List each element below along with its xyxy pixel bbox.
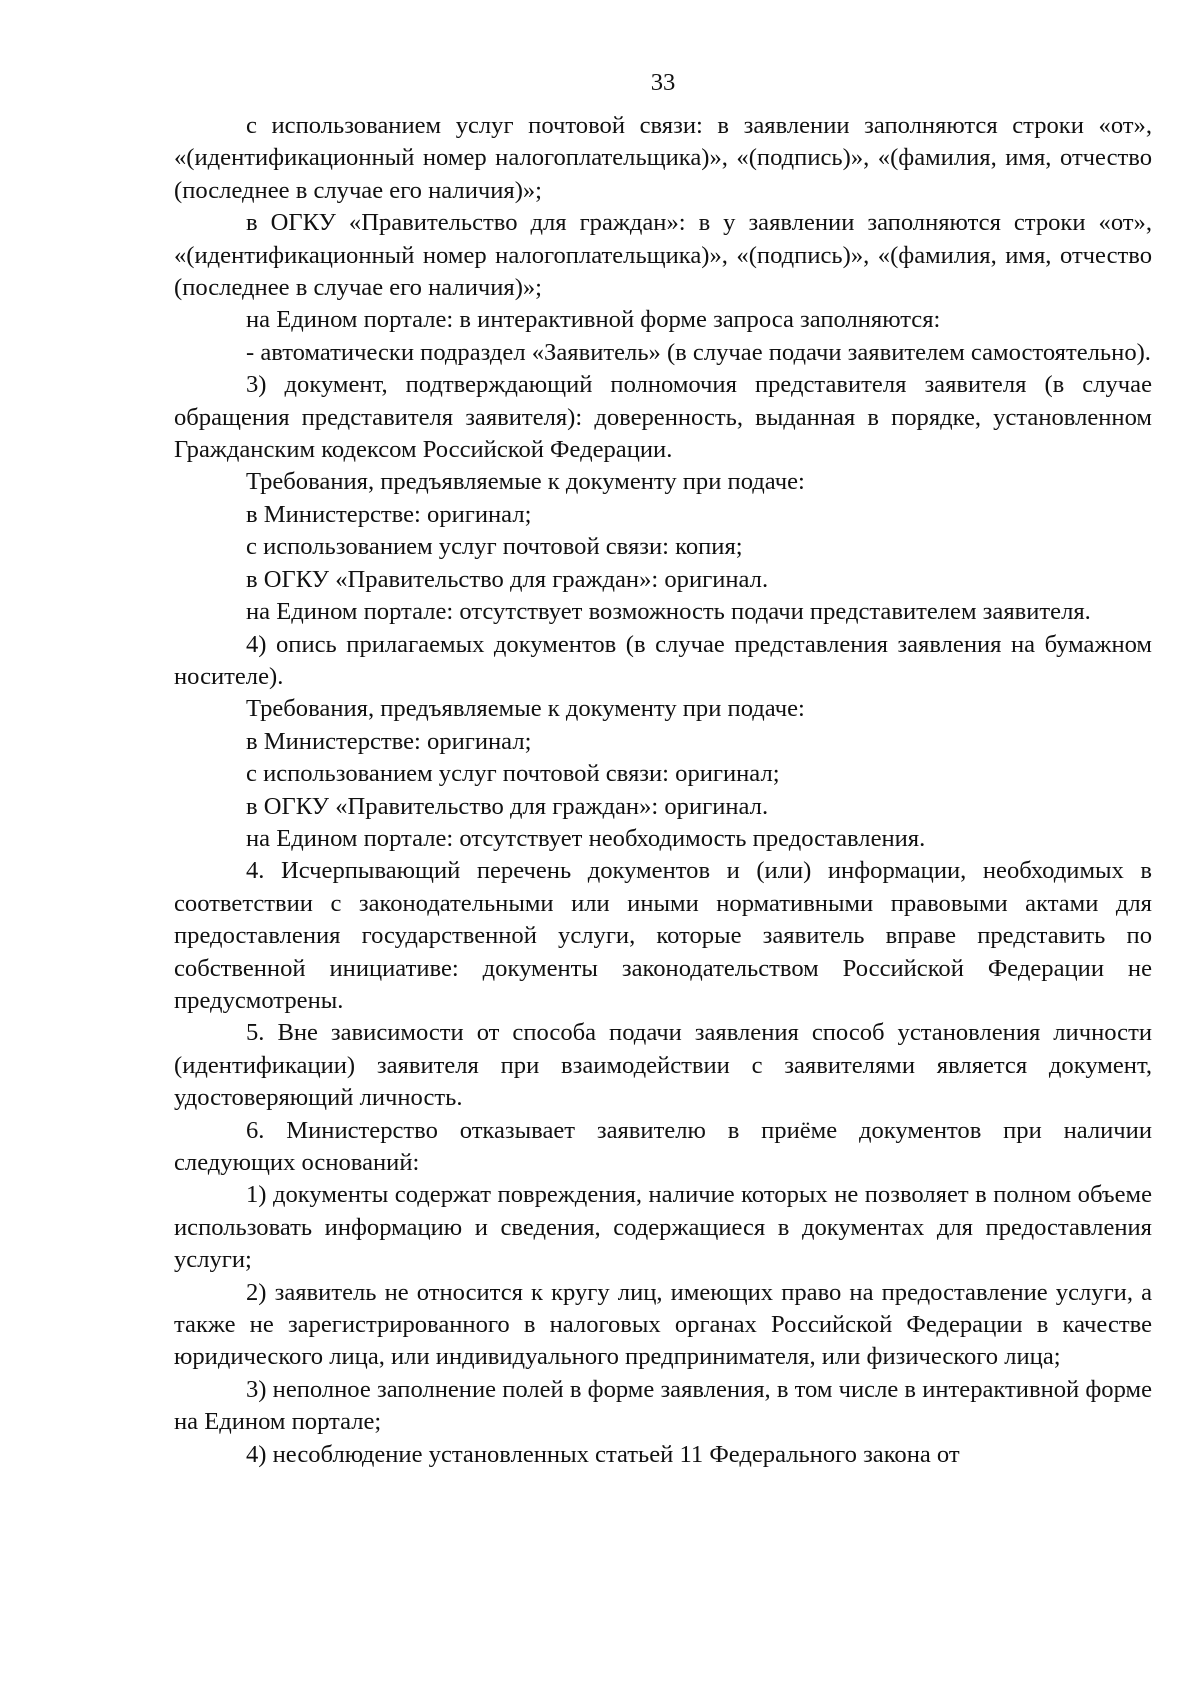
paragraph-ministry-original-1: в Министерстве: оригинал;	[246, 500, 532, 528]
paragraph-ministry-original-2: в Министерстве: оригинал;	[246, 727, 532, 755]
paragraph-refusal-3-incomplete: 3) неполное заполнение полей в форме заявления, в том числе в интерактивной форме на Едином портале;	[174, 1375, 1152, 1436]
paragraph-refusal-4-noncompliance: 4) несоблюдение установленных статьей 11 Федерального закона от	[246, 1440, 960, 1468]
paragraph-item-3-authority: 3) документ, подтверждающий полномочия представителя заявителя (в случае обращения представителя заявителя): доверенность, выданная в порядке, установленном Гражданским кодексом Российской Федерации.	[174, 371, 1152, 464]
paragraph-auto-subsection: - автоматически подраздел «Заявитель» (в случае подачи заявителем самостоятельно).	[246, 338, 1151, 366]
paragraph-postal-fields: с использованием услуг почтовой связи: в заявлении заполняются строки «от», «(идентификационный номер налогоплательщика)», «(подпись)», «(фамилия, имя, отчество (последнее в случае его наличия)»;	[174, 112, 1152, 204]
paragraph-section-6-refusal: 6. Министерство отказывает заявителю в приёме документов при наличии следующих оснований:	[174, 1116, 1152, 1176]
paragraph-portal-fields: на Едином портале: в интерактивной форме запроса заполняются:	[246, 306, 941, 334]
paragraph-item-4-inventory: 4) опись прилагаемых документов (в случае представления заявления на бумажном носителе).	[174, 630, 1152, 690]
paragraph-ogku-original-2: в ОГКУ «Правительство для граждан»: оригинал.	[246, 792, 769, 820]
paragraph-portal-not-required: на Едином портале: отсутствует необходимость предоставления.	[246, 824, 926, 852]
paragraph-postal-copy: с использованием услуг почтовой связи: копия;	[246, 533, 743, 561]
paragraph-ogku-original-1: в ОГКУ «Правительство для граждан»: оригинал.	[246, 565, 769, 593]
paragraph-requirements-1: Требования, предъявляемые к документу при подаче:	[246, 468, 805, 496]
paragraph-refusal-1-damage: 1) документы содержат повреждения, наличие которых не позволяет в полном объеме использовать информацию и сведения, содержащиеся в документах для предоставления услуги;	[174, 1181, 1152, 1274]
paragraph-refusal-2-eligibility: 2) заявитель не относится к кругу лиц, имеющих право на предоставление услуги, а также не зарегистрированного в налоговых органах Российской Федерации в качестве юридического лица, или индивидуального предпринимателя, или физического лица;	[174, 1278, 1152, 1371]
page-number: 33	[650, 69, 676, 96]
document-body	[174, 110, 1152, 1471]
paragraph-section-4-exhaustive-list: 4. Исчерпывающий перечень документов и (или) информации, необходимых в соответствии с законодательными или иными нормативными правовыми актами для предоставления государственной услуги, которые заявитель вправе представить по собственной инициативе: документы законодательством Российской Федерации не предусмотрены.	[174, 857, 1152, 1014]
paragraph-requirements-2: Требования, предъявляемые к документу при подаче:	[246, 695, 805, 723]
paragraph-postal-original: с использованием услуг почтовой связи: оригинал;	[246, 760, 780, 788]
paragraph-portal-no-representative: на Едином портале: отсутствует возможность подачи представителем заявителя.	[246, 598, 1091, 626]
paragraph-ogku-fields: в ОГКУ «Правительство для граждан»: в у заявлении заполняются строки «от», «(идентификационный номер налогоплательщика)», «(подпись)», «(фамилия, имя, отчество (последнее в случае его наличия)»;	[174, 209, 1152, 302]
paragraph-section-5-identification: 5. Вне зависимости от способа подачи заявления способ установления личности (идентификации) заявителя при взаимодействии с заявителями является документ, удостоверяющий личность.	[174, 1019, 1152, 1112]
